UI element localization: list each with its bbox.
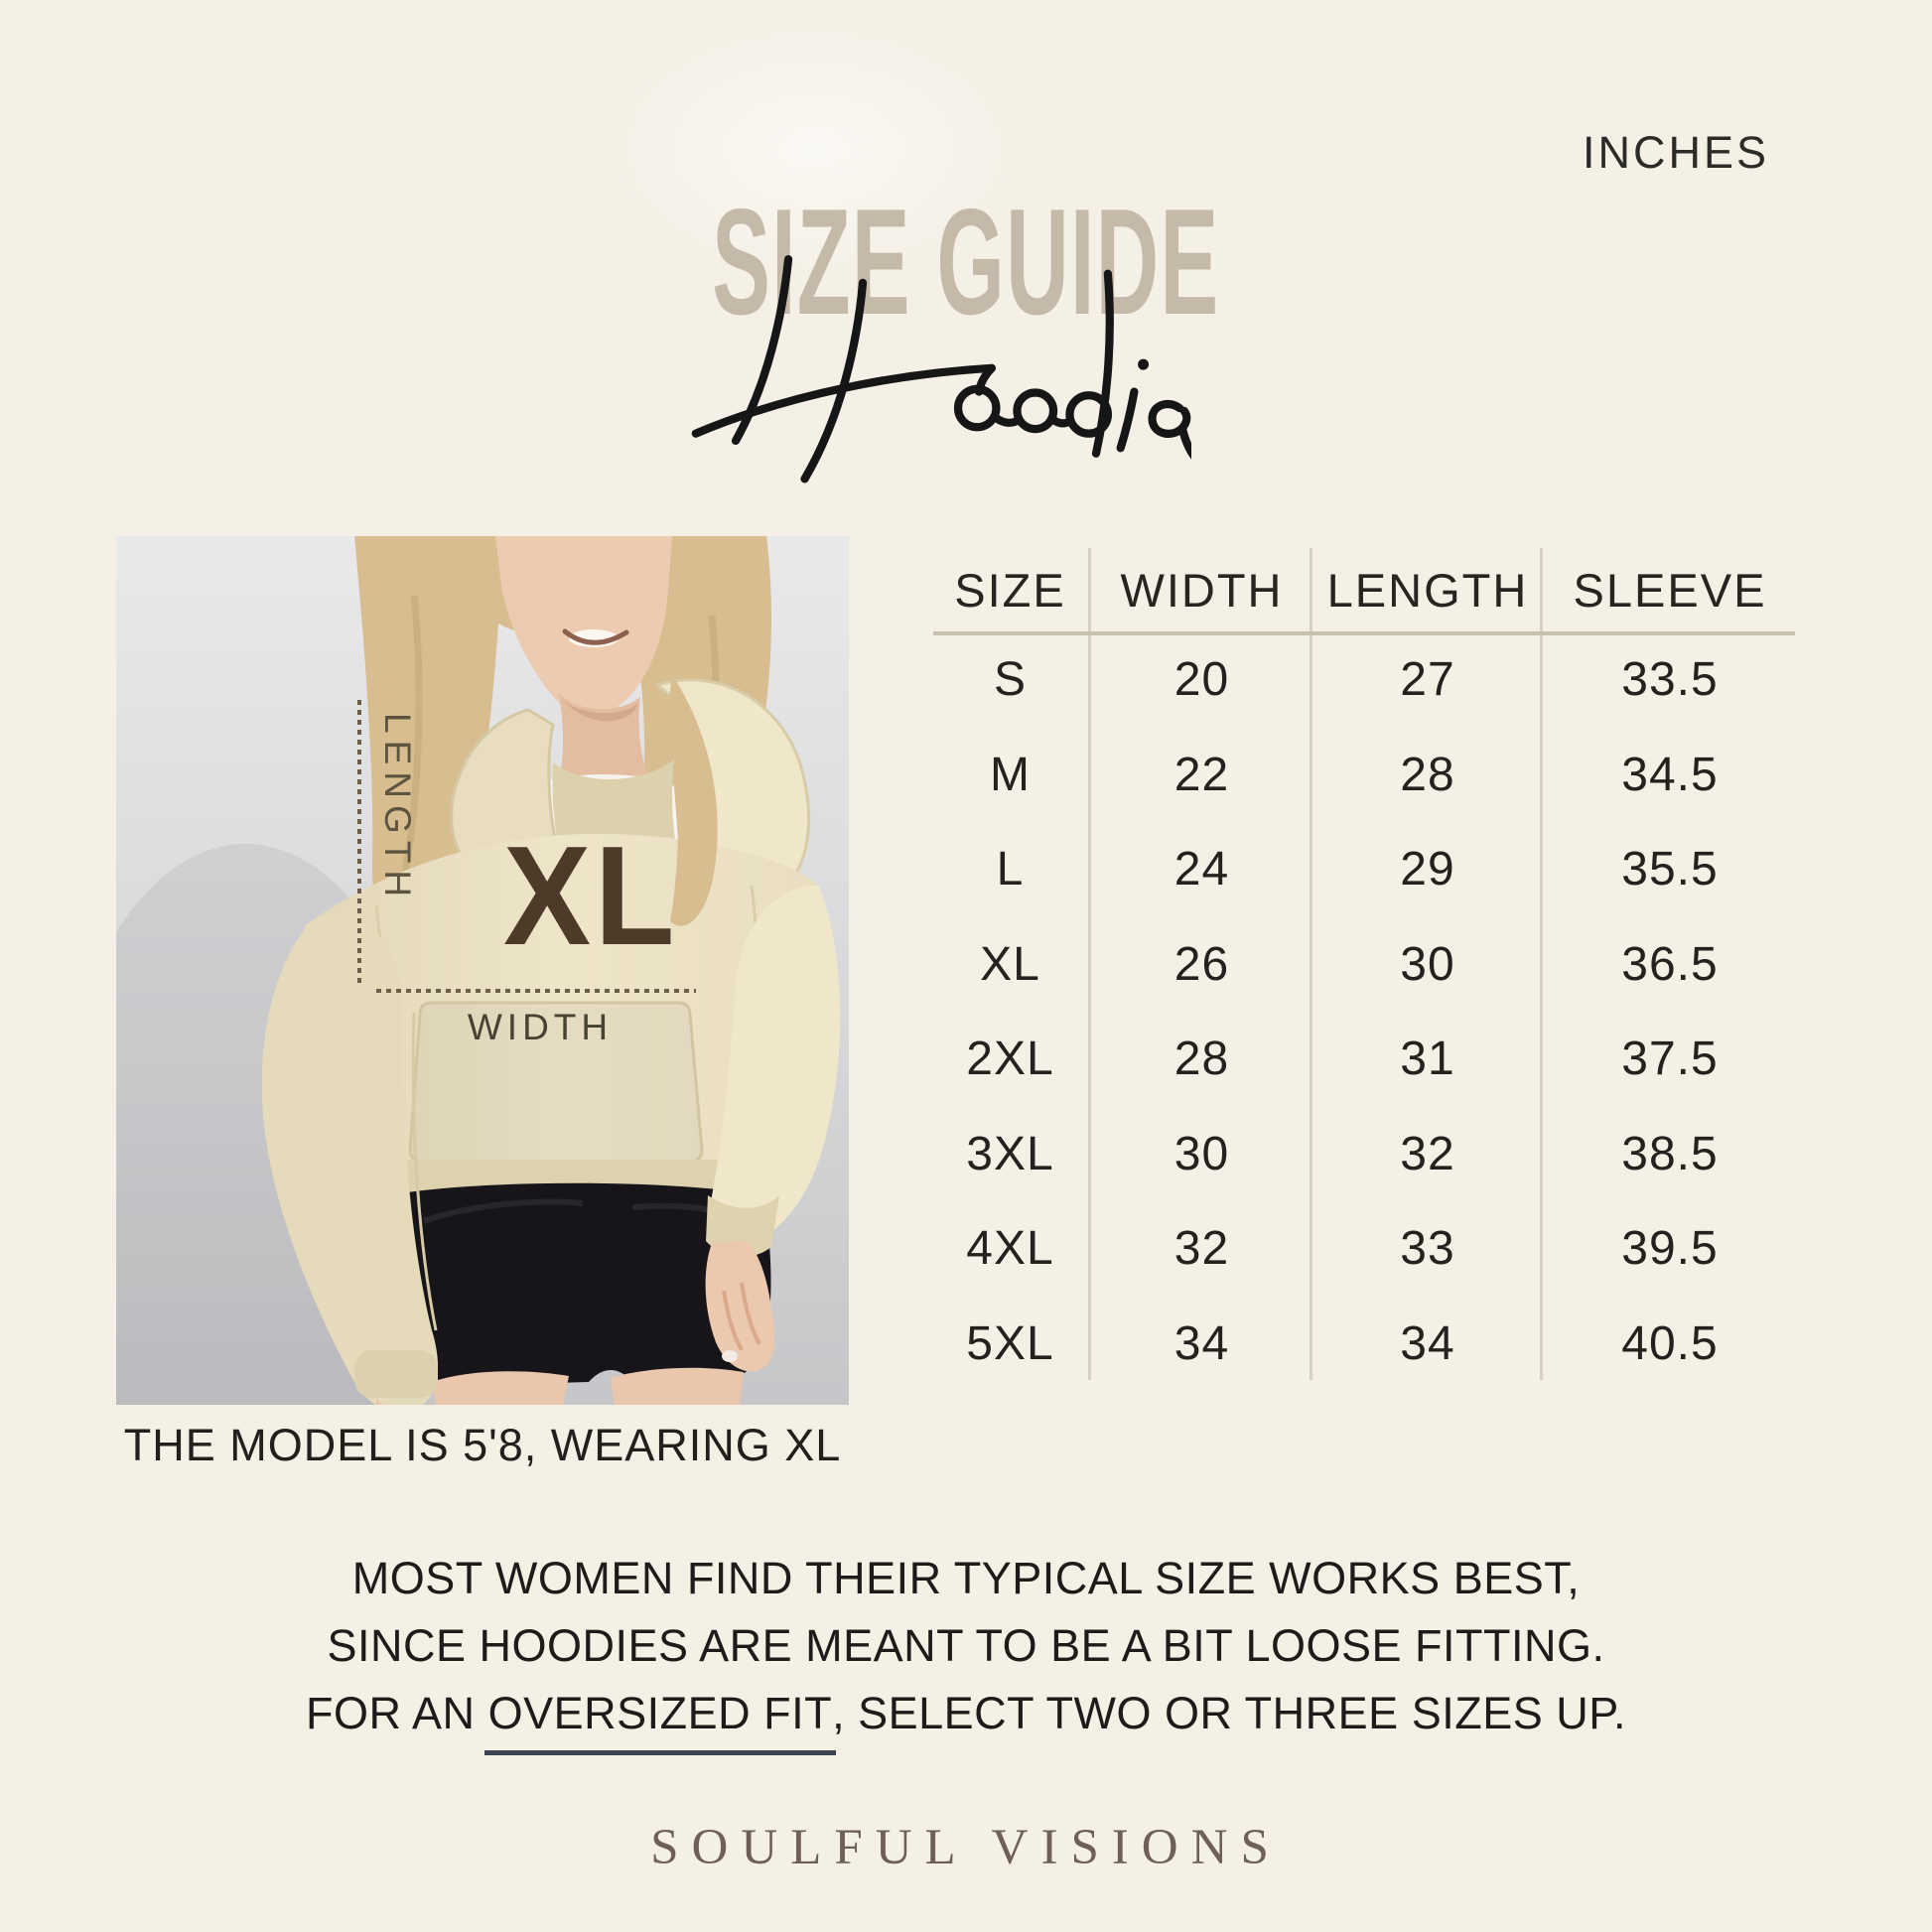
photo-size-tag: XL [503, 817, 679, 975]
col-header-sleeve: SLEEVE [1573, 564, 1767, 617]
table-cell-length: 34 [1400, 1316, 1455, 1370]
table-cell-length: 30 [1400, 937, 1455, 991]
hoodie-script-label [0, 0, 1, 1]
table-cell-size: 3XL [966, 1127, 1054, 1180]
fit-note-line3-post: , SELECT TWO OR THREE SIZES UP. [832, 1688, 1626, 1738]
length-dotted-line [357, 700, 361, 983]
fit-note-line2: SINCE HOODIES ARE MEANT TO BE A BIT LOOSE FITTING. [327, 1620, 1605, 1671]
table-cell-width: 34 [1173, 1316, 1230, 1370]
table-cell-width: 26 [1173, 937, 1230, 991]
table-cell-size: M [990, 748, 1031, 801]
fit-note-line1: MOST WOMEN FIND THEIR TYPICAL SIZE WORKS BEST, [351, 1553, 1581, 1603]
table-cell-size: 2XL [966, 1033, 1054, 1086]
col-header-width: WIDTH [1120, 564, 1284, 617]
table-cell-width: 20 [1173, 653, 1230, 707]
table-cell-size: S [993, 653, 1027, 707]
table-cell-sleeve: 39.5 [1621, 1222, 1719, 1276]
table-cell-sleeve: 37.5 [1621, 1033, 1719, 1086]
table-divider [1540, 548, 1543, 1380]
model-photo [116, 536, 849, 1405]
model-illustration [116, 536, 849, 1405]
table-cell-size: 5XL [966, 1316, 1054, 1370]
table-cell-sleeve: 36.5 [1621, 937, 1719, 991]
length-label: LENGTH [377, 713, 418, 904]
width-label: WIDTH [467, 1007, 614, 1047]
table-cell-sleeve: 33.5 [1621, 653, 1719, 707]
fit-note [0, 1545, 1932, 1747]
col-header-length: LENGTH [1326, 564, 1529, 617]
table-header-rule [933, 631, 1795, 635]
size-table-grid [931, 548, 1799, 1391]
table-cell-width: 32 [1173, 1222, 1230, 1276]
model-caption: THE MODEL IS 5'8, WEARING XL [123, 1420, 842, 1470]
size-table [931, 548, 1799, 1402]
table-cell-length: 27 [1400, 653, 1455, 707]
table-cell-length: 28 [1400, 748, 1455, 801]
table-cell-size: 4XL [966, 1222, 1054, 1276]
table-cell-sleeve: 34.5 [1621, 748, 1719, 801]
table-cell-sleeve: 40.5 [1621, 1316, 1719, 1370]
units-label: INCHES [1583, 127, 1770, 178]
fit-note-line3-pre: FOR AN [306, 1688, 488, 1738]
table-cell-size: L [996, 843, 1025, 897]
table-divider [1310, 548, 1312, 1380]
brand-logo-text: SOULFUL VISIONS [650, 1820, 1282, 1875]
table-cell-width: 30 [1173, 1127, 1230, 1180]
table-cell-length: 33 [1400, 1222, 1455, 1276]
table-divider [1088, 548, 1091, 1380]
page-title: SIZE GUIDE [712, 178, 1220, 346]
width-dotted-line [376, 989, 696, 993]
table-cell-width: 28 [1173, 1033, 1230, 1086]
table-cell-sleeve: 38.5 [1621, 1127, 1719, 1180]
table-cell-size: XL [980, 937, 1040, 991]
fit-note-line3 [0, 1680, 1932, 1747]
table-cell-length: 31 [1400, 1033, 1455, 1086]
col-header-size: SIZE [954, 564, 1066, 617]
hoodie-script-text [683, 246, 1191, 486]
table-cell-length: 29 [1400, 843, 1455, 897]
table-cell-width: 22 [1173, 748, 1230, 801]
table-cell-length: 32 [1400, 1127, 1455, 1180]
table-cell-width: 24 [1173, 843, 1230, 897]
oversized-fit-underlined: OVERSIZED FIT [487, 1688, 833, 1738]
table-cell-sleeve: 35.5 [1621, 843, 1719, 897]
